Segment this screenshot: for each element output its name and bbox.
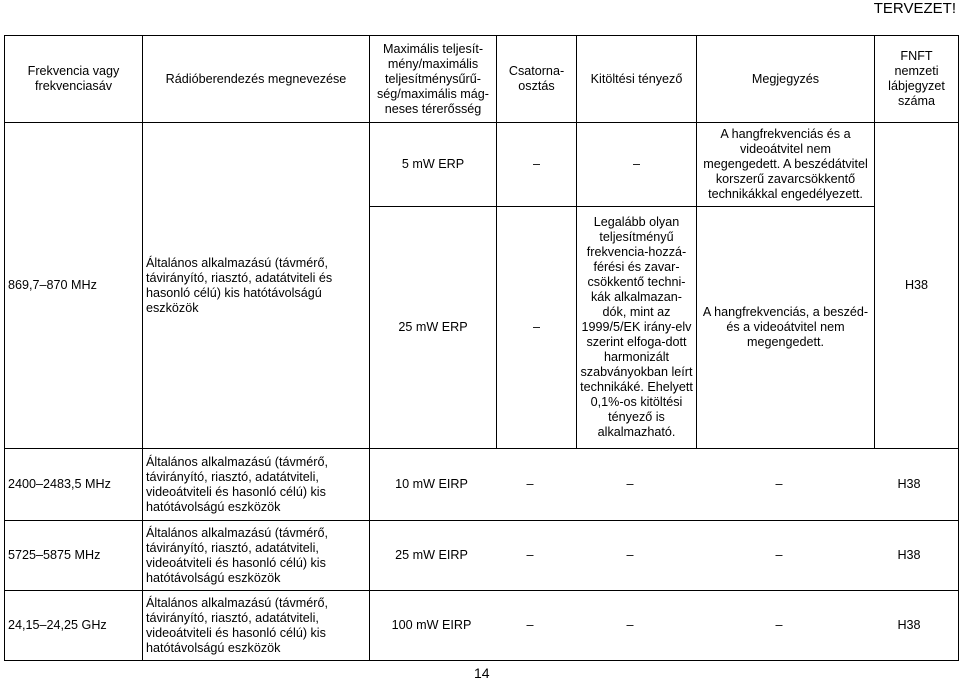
device-cell: Általános alkalmazású (távmérő, távirányító, riasztó, adatátviteli, videoátviteli és hasonló célú) kis hatótávolságú eszközök (143, 521, 370, 591)
power-cell: 5 mW ERP (370, 123, 497, 207)
table-row (5, 123, 959, 207)
fnft-cell: H38 (875, 123, 959, 449)
header-note: Megjegyzés (697, 36, 875, 123)
table-row (5, 591, 959, 661)
merged-values-cell (370, 521, 959, 591)
fnft-value: H38 (897, 548, 921, 562)
table-row (5, 449, 959, 521)
fnft-value: H38 (897, 477, 921, 491)
note-value: – (775, 477, 783, 491)
note-value: – (775, 618, 783, 632)
table-row (5, 521, 959, 591)
fnft-value: H38 (897, 618, 921, 632)
frequency-table (4, 35, 959, 661)
power-cell: 25 mW ERP (370, 207, 497, 449)
channel-value: – (526, 548, 534, 562)
duty-cell: – (577, 123, 697, 207)
channel-value: – (526, 618, 534, 632)
draft-watermark: TERVEZET! (873, 0, 956, 17)
note-value: – (775, 548, 783, 562)
frequency-cell: 5725–5875 MHz (5, 521, 143, 591)
note-cell: A hangfrekvenciás és a videoátvitel nem megengedett. A beszédátvitel korszerű zavarcsökkentő technikákkal engedélyezett. (697, 123, 875, 207)
device-cell: Általános alkalmazású (távmérő, távirányító, riasztó, adatátviteli, videoátviteli és hasonló célú) kis hatótávolságú eszközök (143, 449, 370, 521)
header-device-name: Rádióberendezés megnevezése (143, 36, 370, 123)
page-number: 14 (474, 665, 490, 681)
header-row (5, 36, 959, 123)
header-frequency: Frekvencia vagy frekvenciasáv (5, 36, 143, 123)
power-value: 10 mW EIRP (395, 477, 468, 491)
frequency-cell: 24,15–24,25 GHz (5, 591, 143, 661)
duty-value: – (626, 548, 634, 562)
header-fnft: FNFT nemzeti lábjegyzet száma (875, 36, 959, 123)
merged-values-cell (370, 591, 959, 661)
header-duty-cycle: Kitöltési tényező (577, 36, 697, 123)
note-cell: A hangfrekvenciás, a beszéd-és a videoátvitel nem megengedett. (697, 207, 875, 449)
device-cell: Általános alkalmazású (távmérő, távirányító, riasztó, adatátviteli, videoátviteli és hasonló célú) kis hatótávolságú eszközök (143, 591, 370, 661)
header-channel: Csatorna-osztás (497, 36, 577, 123)
frequency-cell: 2400–2483,5 MHz (5, 449, 143, 521)
power-value: 25 mW EIRP (395, 548, 468, 562)
power-value: 100 mW EIRP (391, 618, 472, 632)
merged-values-cell (370, 449, 959, 521)
channel-cell: – (497, 123, 577, 207)
duty-cell: Legalább olyan teljesítményű frekvencia-hozzá-férési és zavar-csökkentő techni-kák alkalmazan-dók, mint az 1999/5/EK irány-elv szerint elfoga-dott harmonizált szabványokban leírt technikáké. Ehelyett 0,1%-os kitöltési tényező is alkalmazható. (577, 207, 697, 449)
channel-cell: – (497, 207, 577, 449)
duty-value: – (626, 618, 634, 632)
frequency-cell: 869,7–870 MHz (5, 123, 143, 449)
channel-value: – (526, 477, 534, 491)
device-cell: Általános alkalmazású (távmérő, távirányító, riasztó, adatátviteli és hasonló célú) kis hatótávolságú eszközök (143, 123, 370, 449)
duty-value: – (626, 477, 634, 491)
header-max-power: Maximális teljesít-mény/maximális teljesítménysűrű-ség/maximális mág-neses térerősség (370, 36, 497, 123)
